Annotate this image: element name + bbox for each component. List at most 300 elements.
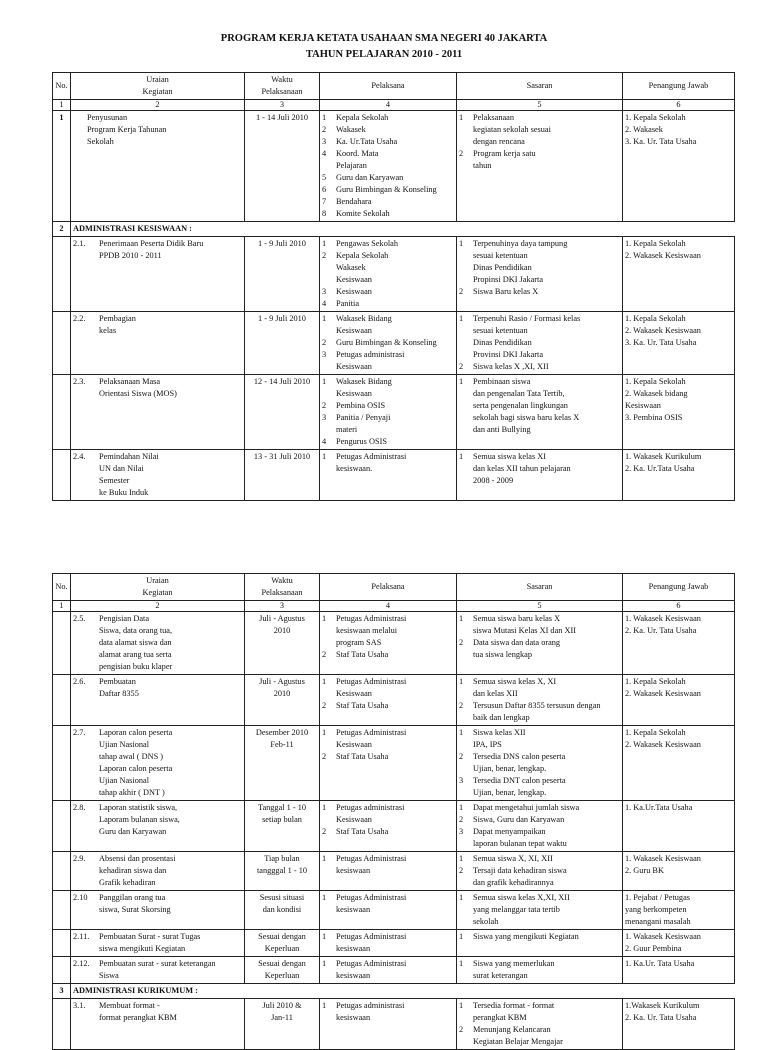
- header-sasaran: Sasaran: [457, 574, 623, 601]
- pelaksana-cell: [320, 801, 457, 852]
- sasaran-text: Semua siswa kelas X,XI, XII: [473, 893, 570, 902]
- sasaran-text: Tersedia DNS calon peserta: [473, 752, 566, 761]
- sasaran-line: [459, 958, 620, 970]
- sasaran-number: 1: [459, 113, 464, 122]
- kegiatan-cell: [71, 891, 245, 930]
- pelaksana-text: Kesiswaan: [336, 362, 372, 371]
- pelaksana-line: [322, 274, 454, 286]
- pelaksana-text: Staf Tata Usaha: [336, 650, 389, 659]
- sasaran-line: [459, 763, 620, 775]
- table-row: [53, 930, 735, 957]
- pelaksana-line: [322, 970, 454, 982]
- sasaran-cell: [457, 675, 623, 726]
- kegiatan-cell: [71, 852, 245, 891]
- kegiatan-text: [99, 376, 177, 400]
- kegiatan-sub-number: 2.9.: [73, 854, 86, 863]
- sasaran-text: Ujian, benar, lengkap.: [473, 788, 547, 797]
- sasaran-text: Dapat mengetahui jumlah siswa: [473, 803, 580, 812]
- pelaksana-number: 3: [322, 413, 327, 422]
- pelaksana-number: 1: [322, 854, 327, 863]
- pelaksana-number: [322, 424, 336, 436]
- header-uraian: [71, 73, 245, 100]
- sasaran-line: [459, 751, 620, 763]
- pelaksana-text: Petugas Administrasi: [336, 893, 407, 902]
- column-number: 1: [53, 100, 71, 111]
- sasaran-text: dan kelas XII tahun pelajaran: [473, 464, 571, 473]
- kegiatan-text: [99, 892, 171, 916]
- penanggung-jawab-line: 1. Wakasek Kesiswaan: [625, 932, 701, 941]
- kegiatan-line: Orientasi Siswa (MOS): [99, 389, 177, 398]
- kegiatan-line: Pembuatan surat - surat keterangan: [99, 959, 216, 968]
- pelaksana-number: 2: [322, 827, 327, 836]
- kegiatan-sub-number: 2.7.: [73, 728, 86, 737]
- sasaran-number: 1: [459, 677, 464, 686]
- waktu-line: Tanggal 1 - 10: [257, 803, 307, 812]
- waktu-cell: [245, 957, 320, 984]
- table-row: [53, 852, 735, 891]
- kegiatan-text: [99, 727, 172, 799]
- sasaran-text: dan kelas XII: [473, 689, 518, 698]
- pelaksana-number: 8: [322, 209, 327, 218]
- penanggung-jawab-line: 1. Kepala Sekolah: [625, 239, 686, 248]
- table-row: [53, 375, 735, 450]
- pelaksana-line: [322, 376, 454, 388]
- sasaran-line: [459, 814, 620, 826]
- row-number: [53, 726, 71, 801]
- sasaran-text: Dinas Pendidikan: [473, 338, 532, 347]
- sasaran-text: dengan rencana: [473, 137, 525, 146]
- header-uraian-line: Kegiatan: [142, 87, 173, 96]
- sasaran-line: [459, 238, 620, 250]
- sasaran-number: 1: [459, 1001, 464, 1010]
- penanggung-jawab-cell: [623, 111, 735, 222]
- kegiatan-text: [99, 1000, 177, 1024]
- kegiatan-line: data alamat siswa dan: [99, 638, 172, 647]
- sasaran-line: [459, 463, 620, 475]
- sasaran-number: [459, 274, 473, 286]
- pelaksana-number: 3: [322, 287, 327, 296]
- sasaran-number: [459, 904, 473, 916]
- column-number: 4: [320, 100, 457, 111]
- penanggung-jawab-cell: [623, 957, 735, 984]
- sasaran-text: Data siswa dan data orang: [473, 638, 561, 647]
- pelaksana-number: 1: [322, 377, 327, 386]
- pelaksana-text: Bendahara: [336, 197, 372, 206]
- pelaksana-number: 2: [322, 125, 327, 134]
- pelaksana-number: 1: [322, 959, 327, 968]
- header-waktu-line: Waktu: [271, 576, 293, 585]
- row-number: [53, 930, 71, 957]
- pelaksana-line: [322, 826, 454, 838]
- header-no: No.: [53, 73, 71, 100]
- pelaksana-text: Kepala Sekolah: [336, 113, 389, 122]
- row-number: 1: [53, 111, 71, 222]
- pelaksana-text: kesiswaan: [336, 905, 371, 914]
- sasaran-text: Tersaji data kehadiran siswa: [473, 866, 567, 875]
- sasaran-line: [459, 124, 620, 136]
- sasaran-number: 2: [459, 362, 464, 371]
- penanggung-jawab-line: 1. Kepala Sekolah: [625, 677, 686, 686]
- sasaran-text: 2008 - 2009: [473, 476, 514, 485]
- pelaksana-line: [322, 313, 454, 325]
- sasaran-line: [459, 337, 620, 349]
- sasaran-number: 2: [459, 752, 464, 761]
- sasaran-number: [459, 916, 473, 928]
- waktu-cell: [245, 801, 320, 852]
- pelaksana-text: kesiswaan melalui: [336, 626, 398, 635]
- sasaran-text: Program kerja satu: [473, 149, 536, 158]
- pelaksana-cell: [320, 111, 457, 222]
- pelaksana-line: [322, 676, 454, 688]
- penanggung-jawab-line: 1. Kepala Sekolah: [625, 728, 686, 737]
- penanggung-jawab-line: 3. Ka. Ur. Tata Usaha: [625, 338, 697, 347]
- penanggung-jawab-cell: [623, 612, 735, 675]
- waktu-line: Juli - Agustus: [259, 677, 305, 686]
- pelaksana-text: Wakasek: [336, 263, 366, 272]
- pelaksana-line: [322, 286, 454, 298]
- pelaksana-number: [322, 637, 336, 649]
- pelaksana-line: [322, 751, 454, 763]
- sasaran-text: Siswa, Guru dan Karyawan: [473, 815, 565, 824]
- sasaran-line: [459, 451, 620, 463]
- sasaran-number: [459, 712, 473, 724]
- header-waktu-line: Pelaksanaan: [261, 588, 303, 597]
- kegiatan-line: Penerimaan Peserta Didik Baru: [99, 239, 204, 248]
- sasaran-number: 3: [459, 827, 464, 836]
- sasaran-line: [459, 388, 620, 400]
- kegiatan-text: [99, 313, 136, 337]
- kegiatan-text: [99, 451, 159, 499]
- penanggung-jawab-line: yang berkompeten: [625, 905, 687, 914]
- kegiatan-sub-number: 2.2.: [73, 314, 86, 323]
- pelaksana-line: [322, 298, 454, 310]
- sasaran-text: perangkat KBM: [473, 1013, 527, 1022]
- pelaksana-line: [322, 388, 454, 400]
- table-row: [53, 675, 735, 726]
- pelaksana-text: Kesiswaan: [336, 740, 372, 749]
- sasaran-number: 1: [459, 614, 464, 623]
- row-number: [53, 375, 71, 450]
- sasaran-text: dan anti Bullying: [473, 425, 531, 434]
- kegiatan-cell: [71, 930, 245, 957]
- kegiatan-line: Laporan calon peserta: [99, 728, 173, 737]
- pelaksana-number: 1: [322, 452, 327, 461]
- pelaksana-number: [322, 463, 336, 475]
- pelaksana-line: [322, 931, 454, 943]
- sasaran-number: 2: [459, 149, 464, 158]
- kegiatan-line: Pengisian Data: [99, 614, 150, 623]
- pelaksana-text: Pembina OSIS: [336, 401, 386, 410]
- pelaksana-number: [322, 970, 336, 982]
- sasaran-text: Menunjang Kelancaran: [473, 1025, 551, 1034]
- kegiatan-line: siswa mengikuti Kegiatan: [99, 944, 186, 953]
- sasaran-number: [459, 136, 473, 148]
- pelaksana-line: [322, 172, 454, 184]
- pelaksana-text: Kepala Sekolah: [336, 251, 389, 260]
- pelaksana-number: [322, 943, 336, 955]
- sasaran-line: [459, 970, 620, 982]
- penanggung-jawab-cell: [623, 312, 735, 375]
- sasaran-text: sesuai ketentuan: [473, 251, 528, 260]
- section-row: [53, 222, 735, 237]
- kegiatan-sub-number: 3.1.: [73, 1001, 86, 1010]
- kegiatan-cell: [71, 237, 245, 312]
- sasaran-line: [459, 727, 620, 739]
- kegiatan-sub-number: 2.5.: [73, 614, 86, 623]
- waktu-line: setiap bulan: [262, 815, 302, 824]
- kegiatan-sub-number: 2.12.: [73, 959, 90, 968]
- sasaran-line: [459, 349, 620, 361]
- kegiatan-number: [73, 124, 87, 136]
- kegiatan-block: [73, 802, 242, 838]
- pelaksana-number: 2: [322, 338, 327, 347]
- pelaksana-text: Kesiswaan: [336, 326, 372, 335]
- sasaran-text: Semua siswa kelas XI: [473, 452, 547, 461]
- penanggung-jawab-line: 2. Wakasek bidang: [625, 389, 688, 398]
- row-number: [53, 852, 71, 891]
- kegiatan-cell: [71, 675, 245, 726]
- waktu-line: 2010: [273, 689, 291, 698]
- pelaksana-line: [322, 112, 454, 124]
- waktu-line: Jan-11: [271, 1013, 293, 1022]
- penanggung-jawab-line: Kesiswaan: [625, 401, 661, 410]
- pelaksana-line: [322, 463, 454, 475]
- pelaksana-cell: [320, 450, 457, 501]
- pelaksana-number: [322, 625, 336, 637]
- pelaksana-line: [322, 727, 454, 739]
- sasaran-line: [459, 892, 620, 904]
- sasaran-text: serta pengenalan lingkungan: [473, 401, 568, 410]
- pelaksana-text: Kesiswaan: [336, 275, 372, 284]
- pelaksana-number: [322, 388, 336, 400]
- pelaksana-number: [322, 688, 336, 700]
- pelaksana-text: Koord. Mata: [336, 149, 379, 158]
- column-number: 6: [623, 601, 735, 612]
- pelaksana-line: [322, 688, 454, 700]
- pelaksana-cell: [320, 675, 457, 726]
- header-waktu: [245, 574, 320, 601]
- pelaksana-number: 4: [322, 299, 327, 308]
- pelaksana-number: [322, 865, 336, 877]
- sasaran-line: [459, 274, 620, 286]
- sasaran-text: Tersusun Daftar 8355 tersusun dengan: [473, 701, 601, 710]
- kegiatan-line: Panggilan orang tua: [99, 893, 166, 902]
- penanggung-jawab-cell: [623, 930, 735, 957]
- penanggung-jawab-line: 2. Wakasek Kesiswaan: [625, 689, 701, 698]
- kegiatan-line: [73, 136, 242, 148]
- kegiatan-line: Absensi dan prosentasi: [99, 854, 176, 863]
- waktu-line: Feb-11: [270, 740, 294, 749]
- table-row: [53, 612, 735, 675]
- kegiatan-line: Laporan statistik siswa,: [99, 803, 178, 812]
- pelaksana-line: [322, 802, 454, 814]
- table-row: [53, 111, 735, 222]
- sasaran-line: [459, 361, 620, 373]
- penanggung-jawab-cell: [623, 801, 735, 852]
- sasaran-line: [459, 250, 620, 262]
- kegiatan-text: Penyusunan: [87, 113, 128, 122]
- pelaksana-line: [322, 148, 454, 160]
- waktu-line: Juli 2010 &: [262, 1001, 302, 1010]
- pelaksana-line: [322, 1012, 454, 1024]
- pelaksana-text: kesiswaan: [336, 944, 371, 953]
- sasaran-number: 2: [459, 638, 464, 647]
- kegiatan-line: ke Buku Induk: [99, 488, 149, 497]
- pelaksana-number: 5: [322, 173, 327, 182]
- kegiatan-line: PPDB 2010 - 2011: [99, 251, 162, 260]
- header-no: No.: [53, 574, 71, 601]
- sasaran-number: [459, 250, 473, 262]
- column-number-row: [53, 100, 735, 111]
- pelaksana-line: [322, 124, 454, 136]
- sasaran-cell: [457, 111, 623, 222]
- kegiatan-line: Siswa: [99, 971, 119, 980]
- sasaran-number: [459, 388, 473, 400]
- sasaran-line: [459, 838, 620, 850]
- waktu-cell: [245, 312, 320, 375]
- pelaksana-text: Kesiswaan: [336, 389, 372, 398]
- pelaksana-text: program SAS: [336, 638, 382, 647]
- pelaksana-number: [322, 325, 336, 337]
- pelaksana-cell: [320, 312, 457, 375]
- kegiatan-sub-number: 2.1.: [73, 239, 86, 248]
- page-subtitle: TAHUN PELAJARAN 2010 - 2011: [305, 49, 463, 60]
- sasaran-number: 1: [459, 803, 464, 812]
- sasaran-text: Propinsi DKI Jakarta: [473, 275, 544, 284]
- waktu-cell: [245, 999, 320, 1050]
- sasaran-line: [459, 865, 620, 877]
- sasaran-number: [459, 400, 473, 412]
- pelaksana-line: [322, 238, 454, 250]
- waktu-cell: [245, 852, 320, 891]
- kegiatan-line: format perangkat KBM: [99, 1013, 177, 1022]
- kegiatan-line: Pemindahan Nilai: [99, 452, 159, 461]
- pelaksana-text: kesiswaan.: [336, 464, 373, 473]
- pelaksana-text: Petugas administrasi: [336, 1001, 405, 1010]
- sasaran-line: [459, 625, 620, 637]
- waktu-line: Tiap bulan: [264, 854, 300, 863]
- pelaksana-line: [322, 160, 454, 172]
- row-number: [53, 891, 71, 930]
- section-label: ADMINISTRASI KURIKUMUM :: [71, 984, 735, 999]
- pelaksana-number: 3: [322, 350, 327, 359]
- sasaran-text: Kegiatan Belajar Mengajar: [473, 1037, 563, 1046]
- waktu-cell: [245, 891, 320, 930]
- pelaksana-number: 1: [322, 677, 327, 686]
- pelaksana-text: Petugas Administrasi: [336, 959, 407, 968]
- sasaran-number: [459, 160, 473, 172]
- penanggung-jawab-line: 3. Pembina OSIS: [625, 413, 683, 422]
- sasaran-number: 1: [459, 959, 464, 968]
- kegiatan-block: [73, 376, 242, 400]
- pelaksana-text: Petugas administrasi: [336, 350, 405, 359]
- kegiatan-sub-number: 2.8.: [73, 803, 86, 812]
- pelaksana-line: [322, 904, 454, 916]
- waktu-cell: [245, 612, 320, 675]
- section-number: 3: [53, 984, 71, 999]
- column-number: 4: [320, 601, 457, 612]
- pelaksana-number: 2: [322, 401, 327, 410]
- sasaran-number: 2: [459, 815, 464, 824]
- table-row: [53, 891, 735, 930]
- waktu-line: Sesuai dengan: [258, 959, 306, 968]
- pelaksana-text: Petugas Administrasi: [336, 854, 407, 863]
- sasaran-line: [459, 802, 620, 814]
- sasaran-text: Dinas Pendidikan: [473, 263, 532, 272]
- pelaksana-text: Petugas administrasi: [336, 803, 405, 812]
- sasaran-cell: [457, 375, 623, 450]
- sasaran-cell: [457, 312, 623, 375]
- kegiatan-sub-number: 2.3.: [73, 377, 86, 386]
- sasaran-cell: [457, 726, 623, 801]
- kegiatan-block: [73, 958, 242, 982]
- sasaran-text: IPA, IPS: [473, 740, 502, 749]
- sasaran-line: [459, 1024, 620, 1036]
- header-row: [53, 73, 735, 100]
- sasaran-cell: [457, 450, 623, 501]
- sasaran-text: dan pengenalan Tata Tertib,: [473, 389, 565, 398]
- kegiatan-text: [99, 853, 176, 889]
- pelaksana-line: [322, 625, 454, 637]
- pelaksana-number: 1: [322, 1001, 327, 1010]
- sasaran-line: [459, 931, 620, 943]
- sasaran-cell: [457, 957, 623, 984]
- kegiatan-line: Pelaksanaan Masa: [99, 377, 161, 386]
- column-number: 3: [245, 100, 320, 111]
- pelaksana-line: [322, 700, 454, 712]
- penanggung-jawab-cell: [623, 450, 735, 501]
- pelaksana-number: 6: [322, 185, 327, 194]
- kegiatan-line: Grafik kehadiran: [99, 878, 156, 887]
- sasaran-line: [459, 739, 620, 751]
- sasaran-number: 3: [459, 776, 464, 785]
- sasaran-number: [459, 337, 473, 349]
- kegiatan-block: [73, 892, 242, 916]
- table-row: [53, 450, 735, 501]
- kegiatan-line: tahap akhir ( DNT ): [99, 788, 165, 797]
- sasaran-text: sesuai ketentuan: [473, 326, 528, 335]
- pelaksana-cell: [320, 999, 457, 1050]
- table-row: [53, 237, 735, 312]
- header-waktu: [245, 73, 320, 100]
- pelaksana-cell: [320, 852, 457, 891]
- kegiatan-sub-number: 2.11.: [73, 932, 90, 941]
- header-pelaksana: Pelaksana: [320, 73, 457, 100]
- kegiatan-line: Ujian Nasional: [99, 776, 150, 785]
- sasaran-number: [459, 424, 473, 436]
- header-waktu-line: Pelaksanaan: [261, 87, 303, 96]
- sasaran-line: [459, 853, 620, 865]
- pelaksana-number: [322, 160, 336, 172]
- sasaran-text: kegiatan sekolah sesuai: [473, 125, 551, 134]
- penanggung-jawab-cell: [623, 675, 735, 726]
- pelaksana-line: [322, 613, 454, 625]
- sasaran-text: sekolah bagi siswa baru kelas X: [473, 413, 580, 422]
- pelaksana-text: Panitia: [336, 299, 360, 308]
- waktu-line: 1 - 9 Juli 2010: [258, 314, 306, 323]
- waktu-line: Keperluan: [264, 971, 300, 980]
- sasaran-text: Ujian, benar, lengkap.: [473, 764, 547, 773]
- sasaran-text: Provinsi DKI Jakarta: [473, 350, 544, 359]
- sasaran-number: [459, 262, 473, 274]
- kegiatan-cell: [71, 450, 245, 501]
- kegiatan-block: [73, 613, 242, 673]
- kegiatan-line: Ujian Nasional: [99, 740, 150, 749]
- table-row: [53, 999, 735, 1050]
- waktu-line: Desember 2010: [255, 728, 309, 737]
- sasaran-text: Siswa kelas X ,XI, XII: [473, 362, 549, 371]
- sasaran-text: Semua siswa kelas X, XI: [473, 677, 557, 686]
